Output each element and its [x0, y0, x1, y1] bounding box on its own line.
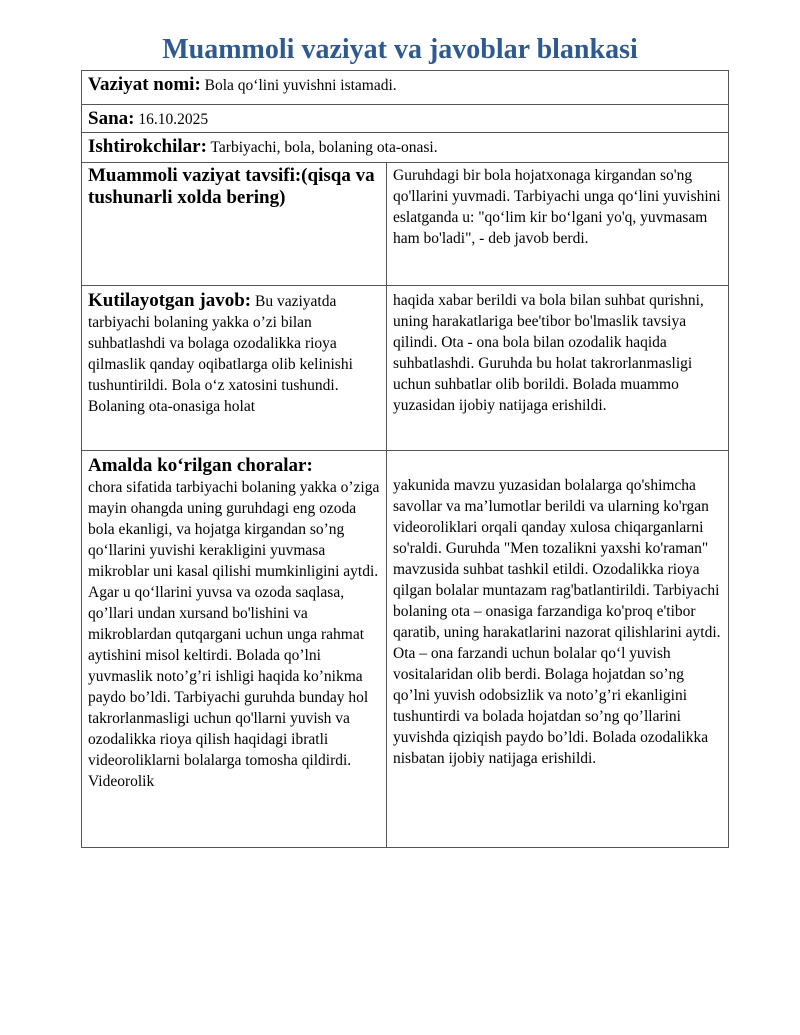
date-label: Sana:	[88, 108, 135, 129]
participants-value: Tarbiyachi, bola, bolaning ota-onasi.	[210, 139, 438, 156]
row-description	[82, 163, 729, 286]
actions-label: Amalda ko‘rilgan choralar:	[88, 455, 313, 476]
row-expected-answer	[82, 286, 729, 451]
description-label: Muammoli vaziyat tavsifi:(qisqa va tushunarli xolda bering)	[88, 165, 375, 208]
participants-label: Ishtirokchilar:	[88, 136, 207, 157]
row-date	[82, 105, 729, 133]
actions-text-left: chora sifatida tarbiyachi bolaning yakka o’ziga mayin ohangda uning guruhdagi eng ozoda bola ekanligi, va hojatga kirgandan so’ng qo‘llarini yuvishi kerakligini yuvmasa mikroblar uni kasal qilishi mumkinligini aytdi. Agar u qo‘llarini yuvsa va ozoda saqlasa, qo’llari undan xursand bo'lishini va mikroblardan qutqargani uchun unga rahmat aytishini misol keltirdi. Bolada qo’lni yuvmaslik noto’g’ri ishligi haqida ko’nikma paydo bo’ldi. Tarbiyachi guruhda bunday hol takrorlanmasligi uchun qo'llarni yuvish va ozodalikka rioya qilish haqidagi ibratli videoroliklarni bolalarga tomosha qildirdi. Videorolik	[88, 479, 380, 790]
actions-text-right: yakunida mavzu yuzasidan bolalarga qo'shimcha savollar va ma’lumotlar berildi va ularning ko'rgan videoroliklari orqali qanday xulosa chiqarganlarni so'raldi. Guruhda "Men tozalikni yaxshi ko'raman" mavzusida suhbat tashkil etildi. Ozodalikka rioya qilgan bolalar muntazam rag'batlantirildi. Tarbiyachi bolaning ota – onasiga farzandiga ko'proq e'tibor qaratib, uning harakatlarini nazorat qilishlarini aytdi. Ota – ona farzandi uchun bolalar qo‘l yuvish vositalaridan olib berdi. Bolaga hojatdan so’ng qo’lni yuvish odobsizlik va noto’g’ri ekanligini tushuntirdi va bolada hojatdan so’ng qo’llarini yuvishda qiziqish paydo bo’ldi. Bolada ozodalikka nisbatan ijobiy natijaga erishildi.	[393, 477, 721, 767]
date-value: 16.10.2025	[138, 111, 209, 128]
expected-text-left: Bu vaziyatda tarbiyachi bolaning yakka o’zi bilan suhbatlashdi va bolaga ozodalikka rioya qilmaslik qanday oqibatlarga olib kelinishi tushuntirildi. Bola o‘z xatosini tushundi. Bolaning ota-onasiga holat	[88, 293, 353, 415]
expected-label: Kutilayotgan javob:	[88, 290, 252, 311]
situation-form-table	[81, 70, 729, 848]
description-text: Guruhdagi bir bola hojatxonaga kirgandan so'ng qo'llarini yuvmadi. Tarbiyachi unga qo‘lini yuvishini eslatganda u: "qo‘lim kir bo‘lgani yo'q, yuvmasam ham bo'ladi", - deb javob berdi.	[393, 167, 721, 247]
row-situation-name	[82, 71, 729, 105]
row-participants	[82, 133, 729, 163]
page-title: Muammoli vaziyat va javoblar blankasi	[162, 34, 638, 65]
row-actions	[82, 451, 729, 848]
situation-name-value: Bola qo‘lini yuvishni istamadi.	[204, 77, 397, 94]
situation-name-label: Vaziyat nomi:	[88, 74, 201, 95]
expected-text-right: haqida xabar berildi va bola bilan suhbat qurishni, uning harakatlariga bee'tibor bo'lmaslik tavsiya qilindi. Ota - ona bola bilan ozodalik haqida suhbatlashdi. Guruhda bu holat takrorlanmasligi uchun suhbatlar olib borildi. Bolada muammo yuzasidan ijobiy natijaga erishildi.	[393, 292, 704, 414]
